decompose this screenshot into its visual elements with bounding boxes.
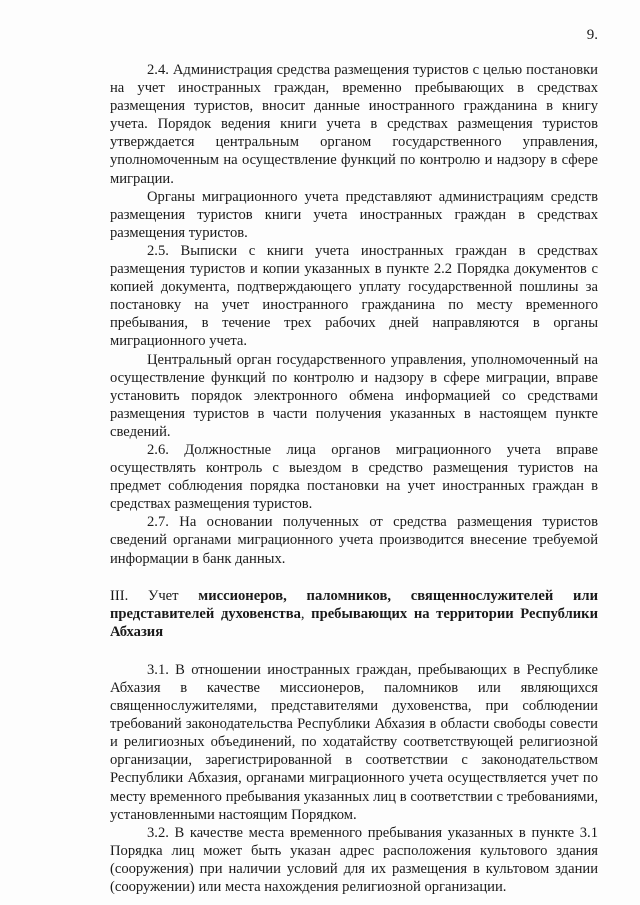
page-number: 9. (586, 27, 598, 43)
paragraph-3-2: 3.2. В качестве места временного пребывания указанных в пункте 3.1 Порядка лиц может быть указан адрес расположения культового здания (сооружения) при наличии условий для их размещения в культовом здании (сооружении) или места нахождения религиозной организации. (110, 824, 598, 896)
section-comma: , (300, 605, 305, 622)
paragraph-2-5: 2.5. Выписки с книги учета иностранных граждан в средствах размещения туристов и копии указанных в пункте 2.2 Порядка документов с копией документа, подтверждающего уплату государственной пошлины за постановку на учет иностранного гражданина по месту временного пребывания, в течение трех рабочих дней направляются в органы миграционного учета. (110, 242, 598, 350)
section-title-bold-2: пребывающих на территории Республики Абхазия (110, 605, 598, 640)
paragraph-2-6: 2.6. Должностные лица органов миграционного учета вправе осуществлять контроль с выездом в средство размещения туристов на предмет соблюдения порядка постановки на учет иностранных граждан в средствах размещения туристов. (110, 441, 598, 513)
section-numeral: III. (110, 587, 129, 604)
document-body (110, 61, 598, 896)
section-title-bold-1: миссионеров, паломников, священнослужителей или представителей духовенства (110, 587, 598, 622)
section-word: Учет (148, 587, 179, 604)
section-heading (110, 587, 598, 641)
paragraph-2-4: 2.4. Администрация средства размещения туристов с целью постановки на учет иностранных граждан, временно пребывающих в средствах размещения туристов, вносит данные иностранного гражданина в книгу учета. Порядок ведения книги учета в средствах размещения туристов утверждается центральным органом государственного управления, уполномоченным на осуществление функций по контролю и надзору в сфере миграции. (110, 62, 598, 187)
paragraph-3-1: 3.1. В отношении иностранных граждан, пребывающих в Республике Абхазия в качестве миссионеров, паломников или являющихся священнослужителями, представителями духовенства, при соблюдении требований законодательства Республики Абхазия в области свободы совести и религиозных объединений, по ходатайству соответствующей религиозной организации, зарегистрированной в соответствии с законодательством Республики Абхазия, органами миграционного учета осуществляется учет по месту временного пребывания указанных лиц в соответствии с требованиями, установленными настоящим Порядком. (110, 661, 598, 823)
paragraph-2-4-cont: Органы миграционного учета представляют администрациям средств размещения туристов книги учета иностранных граждан в средствах размещения туристов. (110, 188, 598, 241)
section-spacer-top (110, 568, 598, 587)
section-spacer-bottom (110, 641, 598, 661)
paragraph-2-7: 2.7. На основании полученных от средства размещения туристов сведений органами миграционного учета производится внесение требуемой информации в банк данных. (110, 514, 598, 567)
paragraph-2-5-cont: Центральный орган государственного управления, уполномоченный на осуществление функций по контролю и надзору в сфере миграции, вправе установить порядок электронного обмена информацией со средствами размещения туристов в части получения указанных в настоящем пункте сведений. (110, 351, 598, 440)
